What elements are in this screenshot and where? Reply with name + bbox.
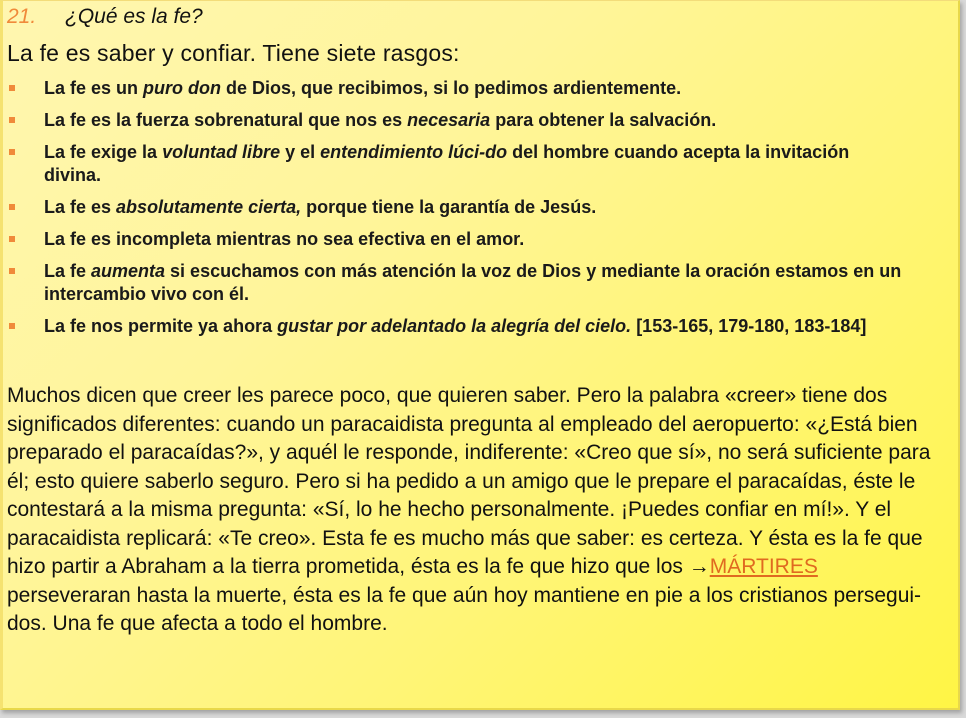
bullet-square-icon <box>9 204 15 210</box>
martires-link[interactable]: MÁRTIRES <box>709 555 818 578</box>
list-item <box>7 77 907 100</box>
bullet-square-icon <box>9 85 15 91</box>
body-paragraph <box>7 382 937 639</box>
question-title: ¿Qué es la fe? <box>65 5 203 28</box>
bullet-text: La fe <box>44 261 92 281</box>
list-item <box>7 109 907 132</box>
bullet-square-icon <box>9 117 15 123</box>
bullet-text: La fe exige la <box>44 142 163 162</box>
bullet-square-icon <box>9 268 15 274</box>
list-item <box>7 228 907 251</box>
bullet-text: del hombre cuando acepta la invitación divina. <box>44 142 850 185</box>
bullet-text: La fe es incompleta mientras no sea efectiva en el amor. <box>44 229 525 249</box>
bullet-text: La fe es <box>44 197 117 217</box>
bullet-text: La fe es la fuerza sobrenatural que nos es <box>44 110 408 130</box>
bullet-emphasis: puro don <box>143 78 222 98</box>
subtitle: La fe es saber y confiar. Tiene siete rasgos: <box>7 40 460 66</box>
bullet-text: y el <box>280 142 321 162</box>
list-item <box>7 315 907 338</box>
list-item <box>7 260 907 306</box>
bullet-emphasis: gustar por adelantado la alegría del cielo. <box>277 316 632 336</box>
bullet-emphasis: entendimiento lúci-do <box>320 142 508 162</box>
bullet-emphasis: absolutamente cierta, <box>116 197 302 217</box>
paragraph-text: Muchos dicen que creer les parece poco, que quieren saber. Pero la palabra «creer» tiene dos significados diferentes: cuando un paracaidista pregunta al empleado del aeropuerto: «¿Está bien preparado el paracaídas?», y aquél le responde, indiferente: «Creo que sí», no será suficiente para él; esto quiere saberlo seguro. Pero si ha pedido a un amigo que le prepare el paracaídas, éste le contestará a la misma pregunta: «Sí, lo he hecho personalmente. ¡Puedes confiar en mí!». Y el paracaidista replicará: «Te creo». Esta fe es mucho más que saber: es certeza. Y ésta es la fe que hizo partir a Abraham a la tierra prometida, ésta es la fe que hizo que los <box>7 384 931 578</box>
bullet-emphasis: voluntad libre <box>162 142 281 162</box>
question-number: 21. <box>7 5 37 28</box>
bullet-text: La fe es un <box>44 78 144 98</box>
bullet-emphasis: aumenta <box>91 261 166 281</box>
bullet-text: de Dios, que recibimos, si lo pedimos ardientemente. <box>221 78 682 98</box>
bullet-text: si escuchamos con más atención la voz de Dios y mediante la oración estamos en un intercambio vivo con él. <box>44 261 902 304</box>
question-header <box>7 3 203 31</box>
bullet-text: porque tiene la garantía de Jesús. <box>301 197 597 217</box>
bullet-square-icon <box>9 149 15 155</box>
bullet-emphasis: necesaria <box>407 110 491 130</box>
bullet-text: para obtener la salvación. <box>490 110 717 130</box>
bullet-text: [153-165, 179-180, 183-184] <box>631 316 867 336</box>
list-item <box>7 141 907 187</box>
paragraph-text: perseveraran hasta la muerte, ésta es la fe que aún hoy mantiene en pie a los cristianos persegui-dos. Una fe que afecta a todo el hombre. <box>7 583 922 635</box>
bullet-text: La fe nos permite ya ahora <box>44 316 278 336</box>
arrow-right-icon: → <box>688 555 710 578</box>
list-item <box>7 196 907 219</box>
traits-list <box>7 77 907 347</box>
bullet-square-icon <box>9 236 15 242</box>
bullet-square-icon <box>9 323 15 329</box>
